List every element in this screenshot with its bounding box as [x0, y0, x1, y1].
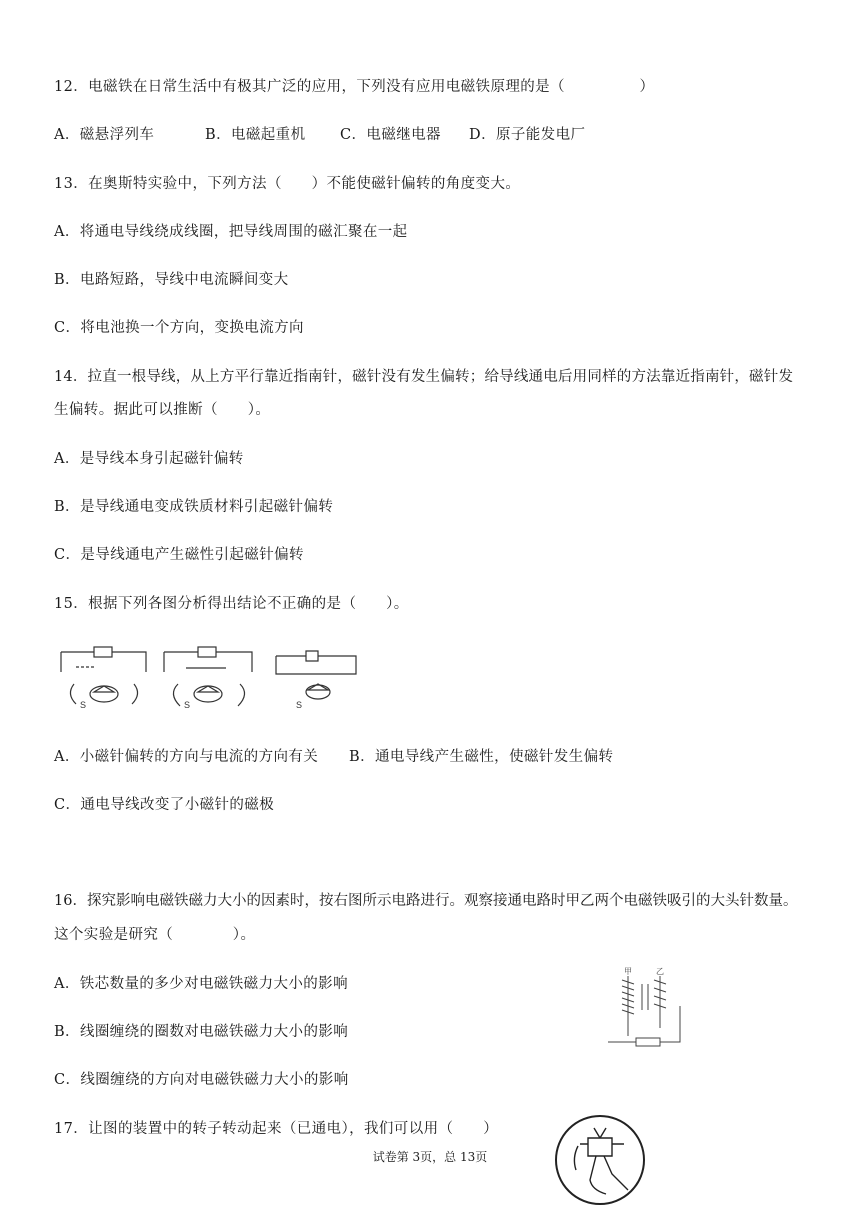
q12-option-d: D．原子能发电厂	[469, 127, 586, 143]
q13-option-a: A．将通电导线绕成线圈，把导线周围的磁汇聚在一起	[54, 224, 408, 240]
q16-label-yi: 乙	[656, 967, 664, 976]
q16-option-a: A．铁芯数量的多少对电磁铁磁力大小的影响	[54, 976, 348, 992]
q12-options	[54, 123, 585, 144]
q14-option-c: C．是导线通电产生磁性引起磁针偏转	[54, 547, 304, 563]
q16-label-jia: 甲	[624, 967, 632, 976]
q12-option-a: A．磁悬浮列车	[54, 127, 155, 143]
q15-options-row1	[54, 745, 613, 766]
q16-stem-line1: 16．探究影响电磁铁磁力大小的因素时，按右图所示电路进行。观察接通电路时甲乙两个电磁铁吸引的大头针数量。	[54, 893, 798, 909]
q16-electromagnet-figure	[600, 966, 690, 1050]
q12-stem: 12．电磁铁在日常生活中有极其广泛的应用，下列没有应用电磁铁原理的是（ ）	[54, 79, 655, 95]
q14-option-b: B．是导线通电变成铁质材料引起磁针偏转	[54, 499, 334, 515]
q17-stem: 17．让图的装置中的转子转动起来（已通电），我们可以用（ ）	[54, 1121, 499, 1137]
q13-stem: 13．在奥斯特实验中，下列方法（ ）不能使磁针偏转的角度变大。	[54, 176, 521, 192]
q15-option-b: B．通电导线产生磁性，使磁针发生偏转	[349, 749, 614, 765]
q13-option-c: C．将电池换一个方向，变换电流方向	[54, 320, 304, 336]
q12-option-c: C．电磁继电器	[340, 127, 441, 143]
q15-stem: 15．根据下列各图分析得出结论不正确的是（ ）。	[54, 596, 409, 612]
q15-option-c: C．通电导线改变了小磁针的磁极	[54, 797, 275, 813]
q14-stem-line2: 生偏转。据此可以推断（ ）。	[54, 402, 271, 418]
page-footer: 试卷第 3页，总 13页	[372, 1150, 488, 1164]
q16-option-b: B．线圈缠绕的圈数对电磁铁磁力大小的影响	[54, 1024, 349, 1040]
q14-stem-line1: 14．拉直一根导线，从上方平行靠近指南针，磁针没有发生偏转；给导线通电后用同样的方法靠近指南针，磁针发	[54, 369, 794, 385]
q12-option-b: B．电磁起重机	[205, 127, 306, 143]
q15-fig3-label: S	[296, 700, 303, 710]
q15-option-a: A．小磁针偏转的方向与电流的方向有关	[54, 749, 319, 765]
q14-option-a: A．是导线本身引起磁针偏转	[54, 451, 244, 467]
q16-option-c: C．线圈缠绕的方向对电磁铁磁力大小的影响	[54, 1072, 349, 1088]
q16-stem-line2: 这个实验是研究（ ）。	[54, 927, 256, 943]
q15-fig2-label: S	[184, 700, 191, 710]
q15-fig1-label: S	[80, 700, 87, 710]
q15-circuit-figures	[56, 642, 366, 717]
q13-option-b: B．电路短路，导线中电流瞬间变大	[54, 272, 289, 288]
